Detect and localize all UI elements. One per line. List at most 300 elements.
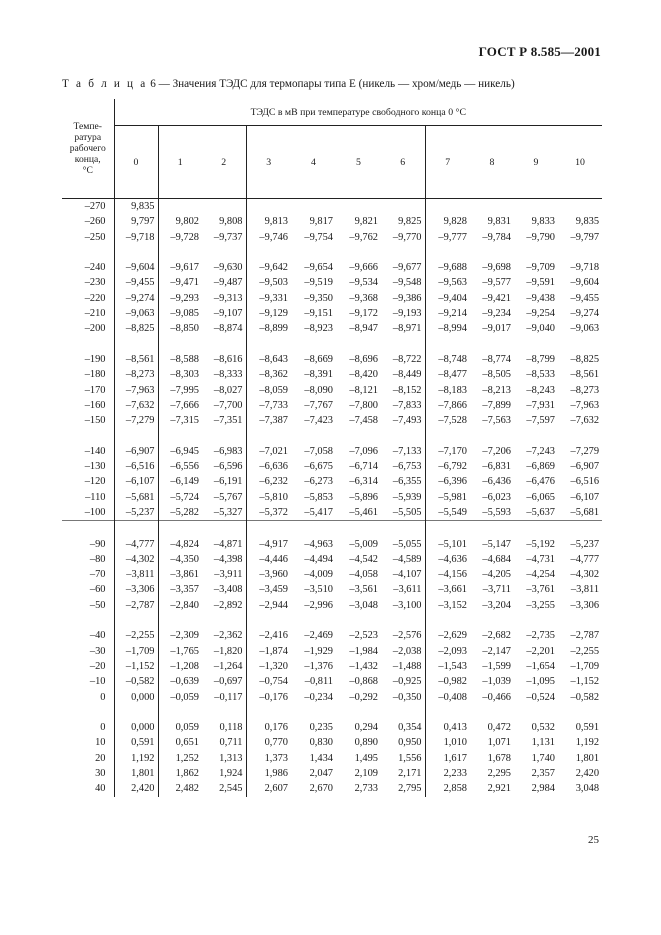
emf-value-cell: –1,488 (381, 659, 425, 674)
temperature-header (62, 99, 114, 199)
emf-value-cell (381, 199, 425, 215)
spacer-cell (114, 428, 158, 443)
emf-value-cell: –9,677 (381, 260, 425, 275)
temperature-cell: –220 (62, 291, 114, 306)
table-row (62, 230, 602, 245)
emf-value-cell: –4,350 (170, 553, 199, 565)
emf-value-cell: –4,777 (570, 553, 600, 565)
emf-value-cell: –3,711 (482, 584, 511, 596)
emf-value-cell: –5,681 (570, 506, 600, 518)
emf-value-cell: –8,561 (114, 352, 158, 367)
emf-value-cell: 0,591 (114, 735, 158, 750)
emf-value-cell: –8,923 (304, 323, 333, 335)
table-row (62, 552, 602, 567)
temp-header-line: ратура (74, 132, 102, 143)
emf-value-cell: –8,420 (349, 369, 378, 381)
emf-value-cell: –7,206 (482, 445, 511, 457)
emf-value-cell: –5,767 (202, 490, 246, 505)
temperature-cell: –20 (62, 659, 114, 674)
emf-value-cell: –6,023 (482, 491, 511, 503)
spacer-cell (291, 337, 336, 352)
emf-value-cell: –9,151 (304, 308, 333, 320)
emf-value-cell: –9,503 (259, 277, 288, 289)
emf-value-cell: –6,355 (381, 474, 425, 489)
emf-value-cell: –9,274 (114, 291, 158, 306)
emf-value-cell: 0,413 (443, 722, 467, 734)
emf-value-cell: 0,294 (354, 722, 378, 734)
emf-value-cell: –5,055 (381, 537, 425, 552)
emf-value-cell: –7,866 (438, 399, 467, 411)
emf-value-cell: –6,556 (170, 461, 199, 473)
temp-header-line: °С (82, 165, 93, 176)
emf-value-cell: 0,890 (354, 737, 378, 749)
emf-value-cell: –9,438 (526, 292, 555, 304)
emf-value-cell: –7,767 (304, 399, 333, 411)
table-row (62, 214, 602, 229)
emf-value-cell: –6,945 (170, 445, 199, 457)
emf-value-cell: 1,192 (114, 751, 158, 766)
emf-value-cell: –9,404 (438, 292, 467, 304)
emf-value-cell: –3,811 (114, 567, 158, 582)
table-row (62, 505, 602, 521)
emf-value-cell: –0,117 (202, 690, 246, 705)
spacer-cell (202, 245, 246, 260)
emf-value-cell: 1,252 (175, 752, 199, 764)
emf-value-cell: 2,984 (531, 783, 555, 795)
emf-value-cell: 9,802 (175, 216, 199, 228)
emf-value-cell: –7,279 (570, 445, 600, 457)
emf-value-cell: –9,762 (349, 231, 378, 243)
emf-value-cell: –1,376 (304, 660, 333, 672)
temperature-cell: –270 (62, 199, 114, 215)
emf-value-cell: –6,065 (526, 491, 555, 503)
emf-value-cell: –8,477 (438, 369, 467, 381)
table-row (62, 751, 602, 766)
column-header: 7 (425, 126, 470, 199)
emf-value-cell: –0,582 (570, 691, 600, 703)
spacer-cell (381, 613, 425, 628)
table-row (62, 690, 602, 705)
emf-value-cell: –8,303 (170, 369, 199, 381)
emf-value-cell: –1,929 (304, 645, 333, 657)
emf-value-cell: –9,172 (349, 308, 378, 320)
emf-value-cell: –5,939 (381, 490, 425, 505)
table-row (62, 674, 602, 689)
emf-value-cell: 9,813 (264, 216, 288, 228)
emf-value-cell: –7,995 (170, 384, 199, 396)
temp-header-line: Темпе- (73, 121, 102, 132)
emf-value-cell: –7,315 (170, 415, 199, 427)
spacer-cell (158, 613, 202, 628)
emf-value-cell: 0,118 (202, 720, 246, 735)
emf-value-cell: –7,963 (570, 399, 600, 411)
emf-value-cell: 0,770 (264, 737, 288, 749)
emf-value-cell: –6,232 (259, 476, 288, 488)
spacer-cell (62, 613, 114, 628)
spacer-cell (158, 705, 202, 720)
emf-value-cell: –8,994 (438, 323, 467, 335)
emf-value-cell: 9,821 (354, 216, 378, 228)
table-row (62, 459, 602, 474)
emf-value-cell: –5,593 (482, 506, 511, 518)
emf-value-cell: –7,800 (349, 399, 378, 411)
emf-value-cell: 0,651 (175, 737, 199, 749)
spacer-cell (114, 521, 158, 537)
table-row (62, 781, 602, 796)
spacer-cell (558, 705, 602, 720)
emf-value-cell: –5,147 (482, 538, 511, 550)
emf-value-cell: –8,722 (381, 352, 425, 367)
emf-value-cell: –2,309 (170, 630, 199, 642)
emf-value-cell: 2,233 (443, 767, 467, 779)
spacer-cell (62, 428, 114, 443)
emf-value-cell: –9,129 (259, 308, 288, 320)
emf-value-cell: –7,387 (259, 415, 288, 427)
emf-value-cell: –5,237 (570, 538, 600, 550)
temperature-cell: –210 (62, 306, 114, 321)
emf-value-cell: –7,021 (259, 445, 288, 457)
emf-value-cell: –8,899 (259, 323, 288, 335)
emf-value-cell: –7,096 (349, 445, 378, 457)
emf-value-cell: –6,436 (482, 476, 511, 488)
emf-value-cell: –7,563 (482, 415, 511, 427)
emf-value-cell: 1,495 (354, 752, 378, 764)
spacer-cell (202, 428, 246, 443)
emf-value-cell: –5,417 (304, 506, 333, 518)
emf-value-cell: –9,331 (259, 292, 288, 304)
standard-designation: ГОСТ Р 8.585—2001 (478, 44, 601, 59)
emf-value-cell: 2,545 (202, 781, 246, 796)
emf-value-cell (425, 199, 470, 215)
emf-value-cell: –6,907 (570, 461, 600, 473)
emf-value-cell: 1,313 (202, 751, 246, 766)
spacer-cell (202, 705, 246, 720)
column-header: 4 (291, 126, 336, 199)
spacer-cell (425, 521, 470, 537)
emf-value-cell: –4,494 (304, 553, 333, 565)
emf-value-cell: –8,273 (114, 367, 158, 382)
emf-value-cell: 2,295 (487, 767, 511, 779)
spacer-cell (514, 337, 558, 352)
emf-value-cell: –9,519 (304, 277, 333, 289)
emf-value-cell: –0,524 (526, 691, 555, 703)
column-header: 5 (336, 126, 381, 199)
emf-value-cell: –9,577 (482, 277, 511, 289)
spacer-cell (114, 337, 158, 352)
emf-value-cell: –4,058 (349, 569, 378, 581)
emf-value-cell: –5,192 (526, 538, 555, 550)
emf-value-cell: 2,670 (309, 783, 333, 795)
table-row (62, 490, 602, 505)
emf-value-cell: –3,408 (202, 582, 246, 597)
emf-value-cell: –4,156 (438, 569, 467, 581)
emf-value-cell: 9,835 (575, 216, 600, 228)
emf-value-cell: 1,192 (575, 737, 600, 749)
emf-value-cell: –2,093 (438, 645, 467, 657)
emf-value-cell: 0,950 (381, 735, 425, 750)
spacer-cell (558, 428, 602, 443)
table-row (62, 628, 602, 643)
emf-value-cell: –3,255 (526, 599, 555, 611)
emf-value-cell: –9,085 (170, 308, 199, 320)
emf-value-cell: –9,534 (349, 277, 378, 289)
emf-value-cell: 2,109 (354, 767, 378, 779)
emf-value-cell: –9,040 (526, 323, 555, 335)
emf-value-cell: –9,737 (202, 230, 246, 245)
caption-label: Т а б л и ц а (62, 78, 148, 90)
emf-value-cell: 0,000 (114, 690, 158, 705)
emf-value-cell: –6,714 (349, 461, 378, 473)
spacer-cell (246, 705, 291, 720)
emf-value-cell: –4,963 (304, 538, 333, 550)
emf-value-cell: –4,446 (259, 553, 288, 565)
spacer-row (62, 245, 602, 260)
spacer-cell (62, 337, 114, 352)
table-row (62, 598, 602, 613)
temperature-cell: 0 (62, 690, 114, 705)
column-header: 9 (514, 126, 558, 199)
emf-value-cell: 1,678 (487, 752, 511, 764)
emf-value-cell: 0,235 (309, 722, 333, 734)
emf-value-cell: –3,611 (381, 582, 425, 597)
temperature-cell: –180 (62, 367, 114, 382)
emf-value-cell: –5,327 (202, 505, 246, 521)
emf-value-cell: –6,831 (482, 461, 511, 473)
emf-value-cell: –3,357 (170, 584, 199, 596)
emf-value-cell (158, 199, 202, 215)
emf-value-cell: –8,391 (304, 369, 333, 381)
temperature-cell: –140 (62, 444, 114, 459)
emf-value-cell: –2,255 (114, 628, 158, 643)
spacer-cell (381, 521, 425, 537)
emf-value-cell: –9,455 (114, 275, 158, 290)
table-row (62, 306, 602, 321)
spacer-cell (114, 245, 158, 260)
emf-value-cell: –3,306 (570, 599, 600, 611)
emf-value-cell: –6,516 (570, 476, 600, 488)
spacer-cell (158, 521, 202, 537)
emf-value-cell: 9,797 (114, 214, 158, 229)
spacer-cell (470, 337, 514, 352)
column-header: 6 (381, 126, 425, 199)
temperature-cell: 0 (62, 720, 114, 735)
emf-value-cell: –9,234 (482, 308, 511, 320)
emf-value-cell: –0,466 (482, 691, 511, 703)
emf-value-cell: –9,421 (482, 292, 511, 304)
emf-value-cell: –1,874 (259, 645, 288, 657)
spacer-cell (246, 428, 291, 443)
emf-value-cell: –7,133 (381, 444, 425, 459)
emf-value-cell: –0,234 (304, 691, 333, 703)
emf-value-cell: –9,591 (526, 277, 555, 289)
spacer-cell (425, 337, 470, 352)
column-header: 0 (114, 126, 158, 199)
emf-value-cell: –2,201 (526, 645, 555, 657)
emf-value-cell: –3,510 (304, 584, 333, 596)
emf-value-cell: –8,799 (526, 353, 555, 365)
emf-value-cell: –2,469 (304, 630, 333, 642)
spacer-row (62, 428, 602, 443)
emf-value-cell: –5,101 (438, 538, 467, 550)
emf-value-cell: –9,746 (259, 231, 288, 243)
spacer-cell (381, 337, 425, 352)
column-header: 2 (202, 126, 246, 199)
emf-value-cell: –8,947 (349, 323, 378, 335)
spacer-cell (425, 705, 470, 720)
temperature-cell: –110 (62, 490, 114, 505)
emf-value-cell: –8,449 (381, 367, 425, 382)
emf-value-cell: –9,698 (482, 262, 511, 274)
spacer-cell (291, 705, 336, 720)
emf-value-cell: –8,774 (482, 353, 511, 365)
emf-value-cell: 2,858 (443, 783, 467, 795)
emf-value-cell: –2,255 (570, 645, 600, 657)
emf-value-cell: –6,476 (526, 476, 555, 488)
temperature-cell: –230 (62, 275, 114, 290)
emf-value-cell: –7,279 (114, 413, 158, 428)
emf-value-cell: –6,869 (526, 461, 555, 473)
emf-value-cell: –1,820 (202, 644, 246, 659)
spacer-cell (246, 613, 291, 628)
emf-value-cell: 2,420 (114, 781, 158, 796)
emf-value-cell: 2,357 (531, 767, 555, 779)
emf-value-cell: 2,921 (487, 783, 511, 795)
emf-value-cell: –8,748 (438, 353, 467, 365)
spacer-cell (336, 705, 381, 720)
emf-value-cell: –7,423 (304, 415, 333, 427)
spacer-cell (558, 337, 602, 352)
emf-value-cell: –9,063 (570, 323, 600, 335)
spacer-cell (381, 428, 425, 443)
temperature-cell: –160 (62, 398, 114, 413)
emf-value-cell: –9,790 (526, 231, 555, 243)
emf-value-cell: –7,351 (202, 413, 246, 428)
emf-value-cell: –4,684 (482, 553, 511, 565)
emf-value-cell: –4,777 (114, 537, 158, 552)
emf-value-cell: –6,907 (114, 444, 158, 459)
temperature-cell: –190 (62, 352, 114, 367)
emf-value-cell: –1,152 (114, 659, 158, 674)
emf-value-cell: –9,293 (170, 292, 199, 304)
spacer-cell (336, 521, 381, 537)
spacer-cell (558, 521, 602, 537)
temperature-cell: 40 (62, 781, 114, 796)
table-row (62, 260, 602, 275)
emf-value-cell (246, 199, 291, 215)
emf-value-cell: –4,107 (381, 567, 425, 582)
emf-value-cell: –8,243 (526, 384, 555, 396)
emf-value-cell: –2,944 (259, 599, 288, 611)
spacer-cell (514, 705, 558, 720)
emf-value-cell: –3,459 (259, 584, 288, 596)
emf-value-cell: –4,917 (259, 538, 288, 550)
emf-value-cell: –7,733 (259, 399, 288, 411)
temperature-cell: –90 (62, 537, 114, 552)
emf-value-cell (470, 199, 514, 215)
emf-value-cell: –9,254 (526, 308, 555, 320)
emf-value-cell: –9,063 (114, 306, 158, 321)
emf-value-cell: –9,214 (438, 308, 467, 320)
temperature-cell: –200 (62, 321, 114, 336)
emf-value-cell: –0,639 (170, 676, 199, 688)
spacer-row (62, 337, 602, 352)
temperature-cell: –240 (62, 260, 114, 275)
emf-value-cell: –1,320 (259, 660, 288, 672)
emf-value-cell: 1,131 (531, 737, 555, 749)
spacer-cell (425, 245, 470, 260)
emf-value-cell: –9,728 (170, 231, 199, 243)
emf-value-cell: –2,038 (381, 644, 425, 659)
page-number: 25 (588, 834, 599, 846)
temperature-cell: –130 (62, 459, 114, 474)
emf-value-cell: –7,493 (381, 413, 425, 428)
table-row (62, 444, 602, 459)
temp-header-line: конца, (74, 154, 101, 165)
emf-value-cell: –8,027 (202, 383, 246, 398)
emf-value-cell (336, 199, 381, 215)
emf-value-cell: –5,853 (304, 491, 333, 503)
emf-value-cell: 1,740 (531, 752, 555, 764)
emf-value-cell: 1,862 (175, 767, 199, 779)
emf-value-cell: –0,176 (259, 691, 288, 703)
emf-value-cell: –9,350 (304, 292, 333, 304)
emf-value-cell: –8,059 (259, 384, 288, 396)
column-header: 1 (158, 126, 202, 199)
emf-value-cell: –5,896 (349, 491, 378, 503)
emf-value-cell: –4,731 (526, 553, 555, 565)
emf-value-cell: 1,010 (443, 737, 467, 749)
emf-value-cell: –6,149 (170, 476, 199, 488)
table-row (62, 567, 602, 582)
emf-value-cell: –3,661 (438, 584, 467, 596)
temperature-cell: –260 (62, 214, 114, 229)
emf-value-cell: 1,556 (381, 751, 425, 766)
emf-value-cell: –9,455 (570, 292, 600, 304)
emf-value-cell: 2,171 (381, 766, 425, 781)
spacer-cell (514, 521, 558, 537)
spacer-cell (246, 521, 291, 537)
spacer-cell (114, 613, 158, 628)
emf-value-cell: –0,811 (304, 676, 333, 688)
spacer-cell (62, 245, 114, 260)
spacer-cell (291, 428, 336, 443)
emf-value-cell: 0,000 (114, 720, 158, 735)
emf-value-cell: 0,354 (381, 720, 425, 735)
spacer-row (62, 705, 602, 720)
emf-value-cell: 9,817 (309, 216, 333, 228)
emf-value-cell: –1,152 (570, 676, 600, 688)
emf-value-cell: –9,666 (349, 262, 378, 274)
temperature-cell: –60 (62, 582, 114, 597)
emf-value-cell: –2,362 (202, 628, 246, 643)
emf-value-cell: –3,561 (349, 584, 378, 596)
spacer-cell (425, 613, 470, 628)
emf-value-cell: 1,986 (264, 767, 288, 779)
temperature-cell: –120 (62, 474, 114, 489)
temperature-cell: –170 (62, 383, 114, 398)
emf-value-cell: –3,861 (170, 569, 199, 581)
emf-value-cell: –5,009 (349, 538, 378, 550)
emf-value-cell: 9,808 (202, 214, 246, 229)
emf-value-cell: –8,505 (482, 369, 511, 381)
emf-value-cell: –5,461 (349, 506, 378, 518)
emf-value-cell: 9,831 (487, 216, 511, 228)
emf-value-cell: –1,765 (170, 645, 199, 657)
emf-value-cell: –7,058 (304, 445, 333, 457)
spacer-cell (514, 245, 558, 260)
emf-value-cell: 2,607 (264, 783, 288, 795)
emf-value-cell: –9,487 (202, 275, 246, 290)
